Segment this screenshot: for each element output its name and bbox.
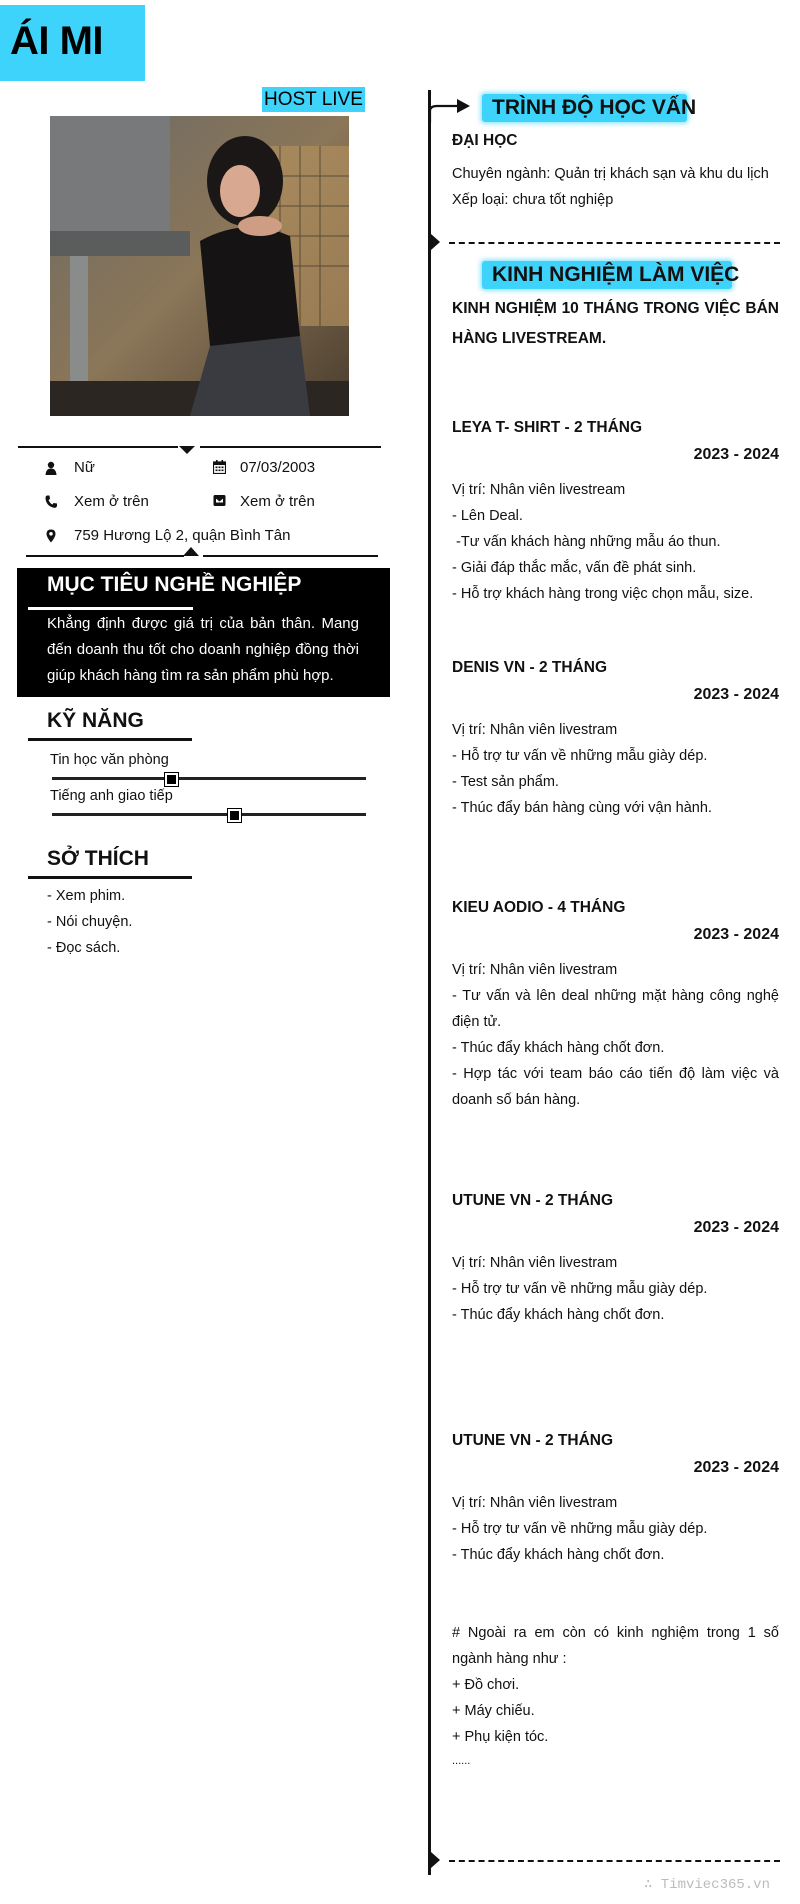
- calendar-icon: [213, 460, 225, 474]
- job-company: LEYA T- SHIRT - 2 THÁNG: [452, 419, 643, 436]
- job-period: 2023 - 2024: [693, 446, 779, 463]
- timeline-marker: [431, 234, 440, 250]
- job-line: - Hỗ trợ tư vấn về những mẫu giày dép.: [452, 1521, 708, 1537]
- education-title: TRÌNH ĐỘ HỌC VẤN: [492, 96, 697, 119]
- divider-arrow-down: [179, 446, 195, 454]
- job-line: - Hỗ trợ tư vấn về những mẫu giày dép.: [452, 1281, 708, 1297]
- job-line: Vị trí: Nhân viên livestram: [452, 962, 618, 978]
- objective-underline: [28, 607, 193, 610]
- job-line: - Test sản phẩm.: [452, 774, 559, 790]
- email-value: Xem ở trên: [240, 493, 315, 510]
- skill-bar: [52, 777, 366, 780]
- job-line: - Thúc đẩy khách hàng chốt đơn.: [452, 1307, 665, 1323]
- skill-bar: [52, 813, 366, 816]
- job-line: - Tư vấn và lên deal những mặt hàng công nghệ điện tử.: [452, 988, 779, 1030]
- job-company: UTUNE VN - 2 THÁNG: [452, 1192, 614, 1209]
- job-company: DENIS VN - 2 THÁNG: [452, 659, 608, 676]
- gender-value: Nữ: [74, 459, 95, 476]
- extra-intro: # Ngoài ra em còn có kinh nghiệm trong 1 số ngành hàng như :: [452, 1625, 779, 1667]
- divider: [203, 555, 378, 557]
- section-divider: [449, 1860, 780, 1862]
- divider: [200, 446, 381, 448]
- profile-photo: [50, 116, 349, 416]
- skill-level-handle: [165, 773, 178, 786]
- user-icon: [45, 461, 57, 475]
- divider: [26, 555, 184, 557]
- timeline-marker: [431, 1852, 440, 1868]
- job-line: - Thúc đẩy khách hàng chốt đơn.: [452, 1547, 665, 1563]
- job-line: Vị trí: Nhân viên livestram: [452, 722, 618, 738]
- skill-label: Tiếng anh giao tiếp: [50, 788, 173, 804]
- skills-underline: [28, 738, 192, 741]
- divider-arrow-up: [183, 547, 199, 556]
- job-period: 2023 - 2024: [693, 1219, 779, 1236]
- job-line: - Hỗ trợ khách hàng trong việc chọn mẫu, size.: [452, 586, 754, 602]
- job-line: - Hỗ trợ tư vấn về những mẫu giày dép.: [452, 748, 708, 764]
- hobbies-title: SỞ THÍCH: [47, 847, 149, 870]
- divider: [18, 446, 178, 448]
- job-line: - Thúc đẩy khách hàng chốt đơn.: [452, 1040, 665, 1056]
- education-degree: ĐẠI HỌC: [452, 132, 518, 149]
- education-major: Chuyên ngành: Quản trị khách sạn và khu du lịch: [452, 166, 769, 182]
- job-company: UTUNE VN - 2 THÁNG: [452, 1432, 614, 1449]
- extra-item: + Phụ kiện tóc.: [452, 1729, 549, 1745]
- phone-value: Xem ở trên: [74, 493, 149, 510]
- birthday-value: 07/03/2003: [240, 459, 316, 476]
- job-period: 2023 - 2024: [693, 1459, 779, 1476]
- hobby-item: - Đọc sách.: [47, 940, 121, 956]
- job-line: Vị trí: Nhân viên livestram: [452, 1495, 618, 1511]
- experience-summary: KINH NGHIỆM 10 THÁNG TRONG VIỆC BÁN HÀNG LIVESTREAM.: [452, 300, 779, 347]
- curved-arrow-icon: [428, 95, 472, 125]
- skills-title: KỸ NĂNG: [47, 709, 144, 732]
- candidate-name: ÁI MI: [10, 19, 104, 63]
- education-grade: Xếp loại: chưa tốt nghiệp: [452, 192, 614, 208]
- extra-item: + Đồ chơi.: [452, 1677, 520, 1693]
- job-line: - Giải đáp thắc mắc, vấn đề phát sinh.: [452, 560, 697, 576]
- skill-label: Tin học văn phòng: [50, 752, 169, 768]
- extra-item: + Máy chiếu.: [452, 1703, 535, 1719]
- extra-ellipsis: ......: [452, 1755, 471, 1767]
- job-company: KIEU AODIO - 4 THÁNG: [452, 899, 626, 916]
- objective-title: MỤC TIÊU NGHỀ NGHIỆP: [47, 573, 302, 596]
- name-banner: [0, 5, 145, 81]
- timeline-line: [428, 90, 431, 1875]
- experience-title: KINH NGHIỆM LÀM VIỆC: [492, 263, 740, 286]
- email-icon: [213, 494, 225, 508]
- job-line: - Thúc đẩy bán hàng cùng với vận hành.: [452, 800, 712, 816]
- hobby-item: - Nói chuyện.: [47, 914, 133, 930]
- job-line: -Tư vấn khách hàng những mẫu áo thun.: [452, 534, 721, 550]
- map-pin-icon: [45, 529, 57, 543]
- skill-level-handle: [228, 809, 241, 822]
- job-line: Vị trí: Nhân viên livestream: [452, 482, 626, 498]
- job-period: 2023 - 2024: [693, 686, 779, 703]
- section-divider: [449, 242, 780, 244]
- job-line: - Lên Deal.: [452, 508, 523, 524]
- job-line: Vị trí: Nhân viên livestram: [452, 1255, 618, 1271]
- job-period: 2023 - 2024: [693, 926, 779, 943]
- job-line: - Hợp tác với team báo cáo tiến độ làm việc và doanh số bán hàng.: [452, 1066, 779, 1108]
- watermark: ∴ Timviec365.vn: [643, 1877, 770, 1893]
- phone-icon: [45, 495, 57, 509]
- hobby-item: - Xem phim.: [47, 888, 126, 904]
- job-title: HOST LIVE: [264, 89, 363, 110]
- address-value: 759 Hương Lộ 2, quận Bình Tân: [74, 527, 291, 544]
- hobbies-underline: [28, 876, 192, 879]
- objective-text: Khẳng định được giá trị của bản thân. Mang đến doanh thu tốt cho doanh nghiệp đồng thời giúp khách hàng tìm ra sản phẩm phù hợp.: [47, 615, 359, 684]
